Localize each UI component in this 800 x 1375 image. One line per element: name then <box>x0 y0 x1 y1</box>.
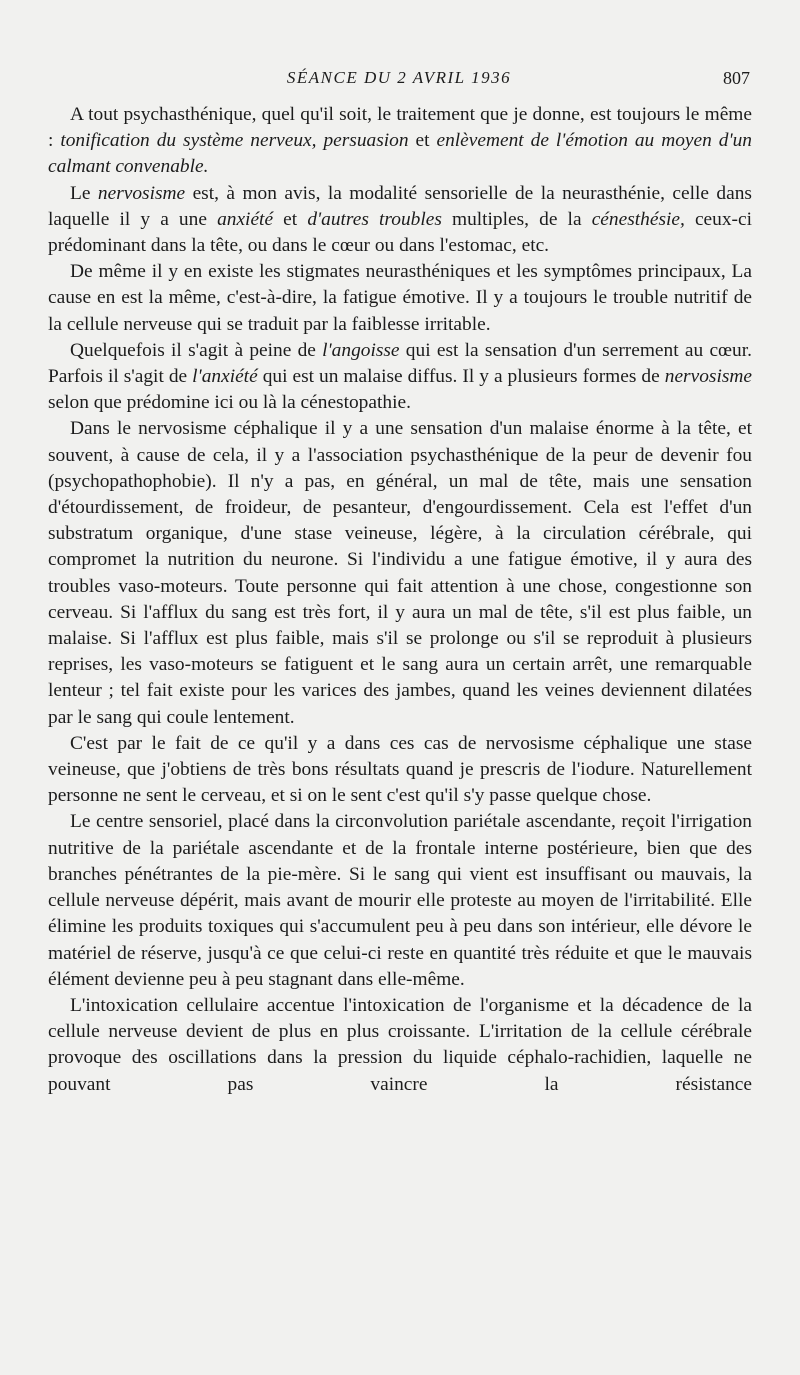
text-run: et <box>273 208 308 230</box>
body-text <box>48 102 752 1098</box>
italic-phrase: enlèvement de l'émotion au moyen d'un calmant convenable. <box>48 130 752 178</box>
text-run: selon que prédomine ici ou là la cénestopathie. <box>48 392 411 414</box>
paragraph <box>48 181 752 260</box>
italic-phrase: tonification du système nerveux, persuasion <box>60 130 409 152</box>
running-head <box>48 68 750 94</box>
italic-phrase: l'angoisse <box>322 339 400 361</box>
text-run: ceux-ci prédominant dans la tête, ou dans le cœur ou dans l'estomac, etc. <box>48 208 753 257</box>
text-run: multiples, de la <box>441 208 592 230</box>
text-run: qui est un malaise diffus. Il y a plusieurs formes de <box>257 366 665 388</box>
italic-phrase: d'autres troubles <box>307 208 442 230</box>
text-run: et <box>408 130 437 152</box>
text-run: De même il y en existe les stigmates neurasthéniques et les symptômes principaux, La cause en est la même, c'est-à-dire, la fatigue émotive. Il y a toujours le trouble nutritif de la cellule nerveuse qui se traduit par la faiblesse irritable. <box>48 261 752 335</box>
text-run: C'est par le fait de ce qu'il y a dans ces cas de nervosisme céphalique une stase veineuse, que j'obtiens de très bons résultats quand je prescris de l'iodure. Naturellement personne ne sent le cerveau, et si on le sent c'est qu'il s'y passe quelque chose. <box>48 732 752 807</box>
text-run: Dans le nervosisme céphalique il y a une sensation d'un malaise énorme à la tête, et souvent, à cause de cela, il y a l'association psychasthénique de la peur de devenir fou (psychopathophobie). Il n'y a pas, en général, un mal de tête, mais une sensation d'étourdissement, de froideur, de pesanteur, d'engourdissement. Cela est l'effet d'un substratum organique, d'une stase veineuse, légère, à la circulation cérébrale, qui compromet la nutrition du neurone. Si l'individu a une fatigue émotive, il y aura des troubles vaso-moteurs. Toute personne qui fait attention à une chose, congestionne son cerveau. Si l'afflux du sang est très fort, il y aura un mal de tête, s'il est plus faible, un malaise. Si l'afflux est plus faible, mais s'il se prolonge ou s'il se reproduit à plusieurs reprises, les vaso-moteurs se fatiguent et le sang aura un certain arrêt, une remarquable lenteur ; tel fait existe pour les varices des jambes, quand les veines deviennent dilatées par le sang qui coule lentement. <box>48 418 752 728</box>
paragraph <box>48 416 752 730</box>
italic-phrase: cénesthésie, <box>591 208 685 230</box>
paragraph <box>48 809 752 992</box>
italic-phrase: anxiété <box>217 208 274 230</box>
text-run: qui est la sensation d'un serrement au cœur. Parfois il s'agit de <box>48 339 752 388</box>
text-run: A tout psychasthénique, quel qu'il soit, le traitement que je donne, est toujours le même : <box>48 104 752 152</box>
text-run: Le centre sensoriel, placé dans la circonvolution pariétale ascendante, reçoit l'irrigation nutritive de la pariétale ascendante et de la frontale interne postérieure, bien que des branches pénétrantes de la pie-mère. Si le sang qui vient est insuffisant ou mauvais, la cellule nerveuse dépérit, mais avant de mourir elle proteste au moyen de l'irritabilité. Elle élimine les produits toxiques qui s'accumulent peu à peu dans son intérieur, elle dévore le matériel de réserve, jusqu'à ce que celui-ci reste en quantité très réduite et que le mauvais élément devienne peu à peu stagnant dans elle-même. <box>48 811 752 990</box>
text-run: L'intoxication cellulaire accentue l'intoxication de l'organisme et la décadence de la cellule nerveuse devient de plus en plus croissante. L'irritation de la cellule cérébrale provoque des oscillations dans la pression du liquide céphalo-rachidien, laquelle ne pouvant pas vaincre la résistance <box>48 994 752 1095</box>
page-number: 807 <box>723 68 750 88</box>
text-run: Le <box>70 182 98 204</box>
text-run: Quelquefois il s'agit à peine de <box>70 339 323 361</box>
paragraph <box>48 338 752 417</box>
paragraph <box>48 731 752 810</box>
text-run: est, à mon avis, la modalité sensorielle de la neurasthénie, celle dans laquelle il y a une <box>48 182 752 230</box>
paragraph <box>48 993 752 1098</box>
italic-phrase: l'anxiété <box>192 366 258 388</box>
running-title: SÉANCE DU 2 AVRIL 1936 <box>286 68 512 87</box>
italic-phrase: nervosisme <box>97 182 186 204</box>
italic-phrase: nervosisme <box>664 366 752 388</box>
paragraph <box>48 259 752 338</box>
paragraph <box>48 102 752 181</box>
